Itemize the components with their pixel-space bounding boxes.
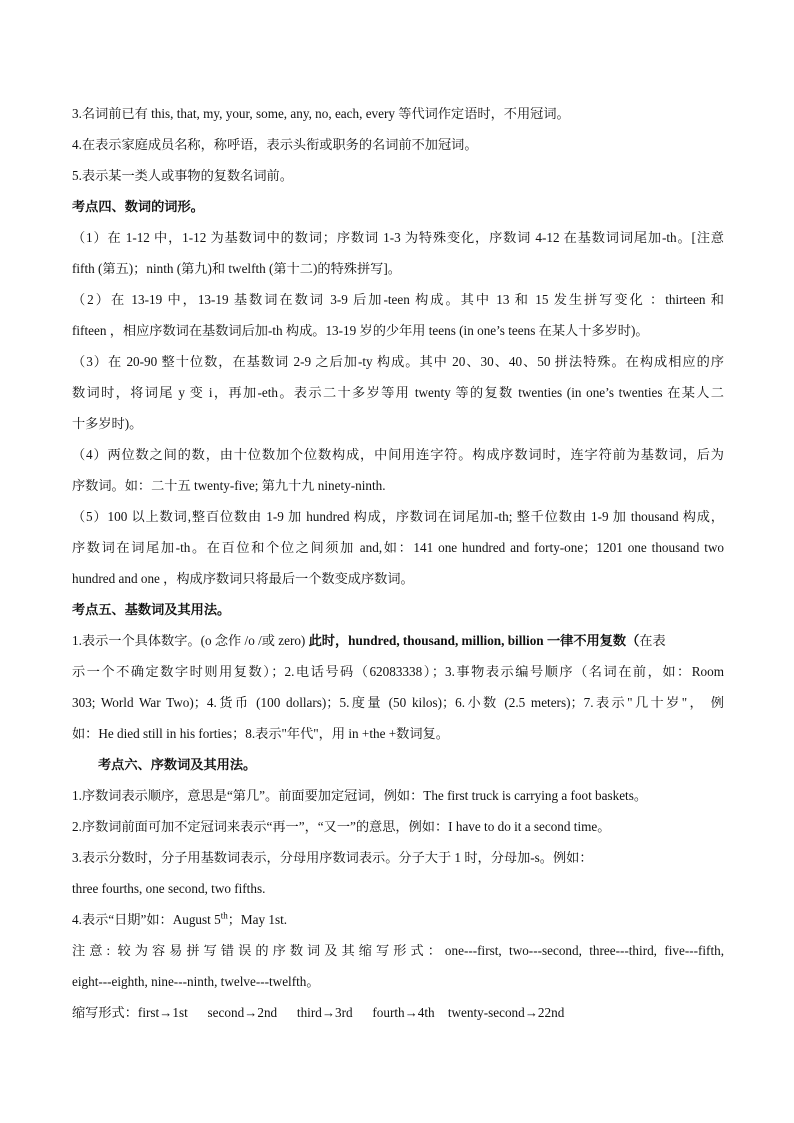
- text-line: fifteen ，相应序数词在基数词后加-th 构成。13-19 岁的少年用 teens (in one’s teens 在某人十多岁时)。: [72, 323, 649, 338]
- text-line: [72, 904, 724, 935]
- section-heading: 考点五、基数词及其用法。: [72, 602, 231, 617]
- text-line: 1.序数词表示顺序，意思是“第几”。前面要加定冠词，例如：The first truck is carrying a foot baskets。: [72, 788, 648, 803]
- text-line: 注意: 较为容易拼写错误的序数词及其缩写形式：one---first, two---second, three---third, five---fifth,: [72, 943, 724, 958]
- text-line: 5.表示某一类人或事物的复数名词前。: [72, 168, 293, 183]
- section-heading: 考点六、序数词及其用法。: [98, 757, 257, 772]
- text-line: 2.序数词前面可加不定冠词来表示“再一”，“又一”的意思，例如：I have to do it a second time。: [72, 819, 611, 834]
- text-segment: 4.表示“日期”如：August 5: [72, 912, 221, 927]
- text-line: 序数词在词尾加-th。在百位和个位之间须加 and,如：141 one hundred and forty-one；1201 one thousand two: [72, 540, 724, 555]
- text-line: （5）100 以上数词,整百位数由 1-9 加 hundred 构成，序数词在词尾加-th; 整千位数由 1-9 加 thousand 构成，: [72, 509, 724, 524]
- text-line: 3.名词前已有 this, that, my, your, some, any, no, each, every 等代词作定语时，不用冠词。: [72, 106, 570, 121]
- text-segment: ；May 1st.: [227, 912, 288, 927]
- text-line: 缩写形式：first→1st second→2nd third→3rd fourth→4th twenty-second→22nd: [72, 1005, 565, 1020]
- section-heading: 考点四、数词的词形。: [72, 199, 204, 214]
- text-line: （1）在 1-12 中，1-12 为基数词中的数词；序数词 1-3 为特殊变化，序数词 4-12 在基数词词尾加-th。[注意: [72, 230, 724, 245]
- text-segment: 在表: [639, 633, 666, 648]
- text-line: fifth (第五)；ninth (第九)和 twelfth (第十二)的特殊拼写]。: [72, 261, 401, 276]
- text-line: 4.在表示家庭成员名称，称呼语，表示头衔或职务的名词前不加冠词。: [72, 137, 478, 152]
- bold-text: 此时，hundred, thousand, million, billion 一律不用复数（: [308, 633, 640, 648]
- text-line: eight---eighth, nine---ninth, twelve---twelfth。: [72, 974, 320, 989]
- text-line: （3）在 20-90 整十位数，在基数词 2-9 之后加-ty 构成。其中 20、30、40、50 拼法特殊。在构成相应的序: [72, 354, 724, 369]
- text-line: [72, 625, 724, 656]
- text-line: hundred and one ，构成序数词只将最后一个数变成序数词。: [72, 571, 414, 586]
- text-line: （2）在 13-19 中，13-19 基数词在数词 3-9 后加-teen 构成。其中 13 和 15 发生拼写变化 ：thirteen 和: [72, 292, 724, 307]
- text-line: 数词时，将词尾 y 变 i，再加-eth。表示二十多岁等用 twenty 等的复数 twenties (in one’s twenties 在某人二: [72, 385, 724, 400]
- text-line: 十多岁时)。: [72, 416, 143, 431]
- text-line: 示一个不确定数字时则用复数）；2.电话号码（62083338）；3.事物表示编号顺序（名词在前，如：Room: [72, 664, 724, 679]
- superscript: th: [220, 910, 228, 921]
- text-line: 如：He died still in his forties；8.表示"年代"，用 in +the +数词复。: [72, 726, 449, 741]
- text-line: （4）两位数之间的数，由十位数加个位数构成，中间用连字符。构成序数词时，连字符前为基数词，后为: [72, 447, 724, 462]
- text-line: three fourths, one second, two fifths.: [72, 881, 266, 896]
- text-line: 3.表示分数时，分子用基数词表示，分母用序数词表示。分子大于 1 时，分母加-s。例如：: [72, 850, 593, 865]
- page-content: [72, 98, 724, 1028]
- text-segment: 1.表示一个具体数字。(o 念作 /o /或 zero): [72, 633, 309, 648]
- text-line: 序数词。如：二十五 twenty-five; 第九十九 ninety-ninth.: [72, 478, 386, 493]
- text-line: 303; World War Two)；4.货币 (100 dollars)；5.度量 (50 kilos)；6.小数 (2.5 meters)；7.表示"几十岁"， 例: [72, 695, 724, 710]
